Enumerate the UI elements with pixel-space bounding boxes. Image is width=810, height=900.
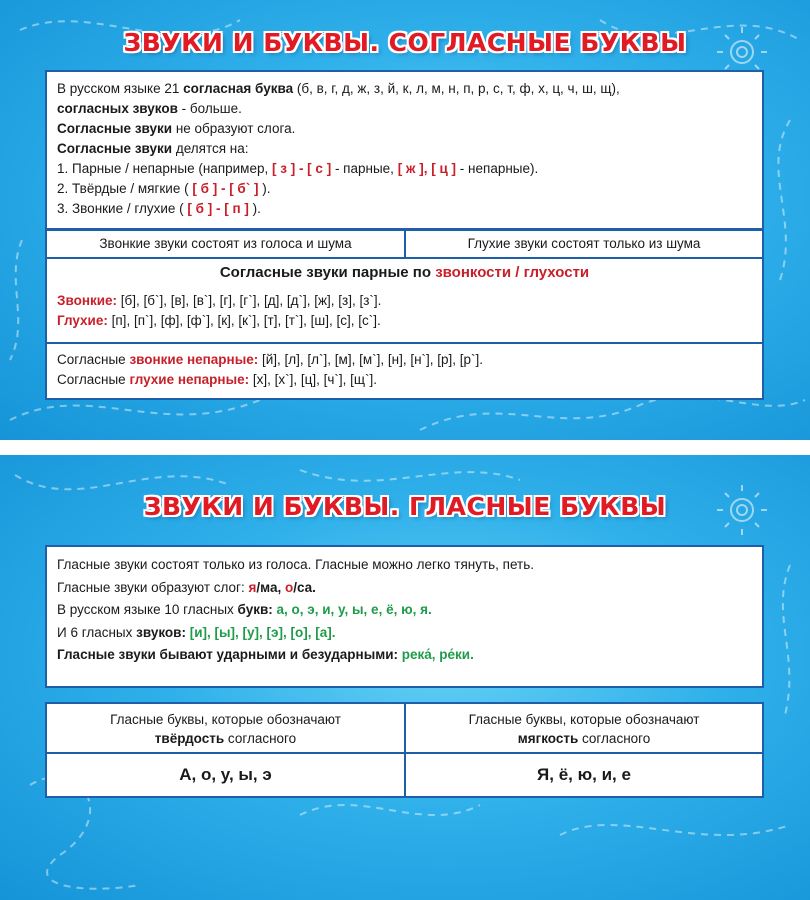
voiceless-note: Глухие звуки состоят только из шума: [404, 229, 764, 259]
consonants-title: ЗВУКИ И БУКВЫ. СОГЛАСНЫЕ БУКВЫ: [123, 28, 687, 57]
intro-line-2: согласных звуков - больше.: [57, 101, 242, 116]
intro-line-6: 2. Твёрдые / мягкие ( [ б ] - [ б` ] ).: [57, 181, 271, 196]
hardness-header: Гласные буквы, которые обозначают твёрдость согласного: [45, 702, 406, 754]
paired-heading: Согласные звуки парные по звонкости / глухости: [219, 264, 590, 281]
unpaired-voiceless-line: Согласные глухие непарные: [х], [х`], [ц], [ч`], [щ`].: [57, 372, 377, 387]
hard-vowel-letters: А, о, у, ы, э: [45, 752, 406, 798]
soft-vowel-letters: Я, ё, ю, и, е: [404, 752, 764, 798]
vowel-line-1: Гласные звуки состоят только из голоса. Гласные можно легко тянуть, петь.: [57, 557, 535, 572]
vowel-line-2: Гласные звуки образуют слог: я/ма, о/са.: [57, 579, 316, 595]
voiced-list: Звонкие: [б], [б`], [в], [в`], [г], [г`], [д], [д`], [ж], [з], [з`].: [57, 293, 382, 308]
intro-line-4: Согласные звуки делятся на:: [57, 141, 249, 156]
vowels-title: ЗВУКИ И БУКВЫ. ГЛАСНЫЕ БУКВЫ: [143, 492, 667, 521]
vowel-line-3: В русском языке 10 гласных букв: а, о, э, и, у, ы, е, ё, ю, я.: [57, 602, 432, 617]
consonants-card: [0, 0, 810, 440]
vowel-line-5: Гласные звуки бывают ударными и безударными: река́, ре́ки.: [57, 647, 474, 662]
intro-line-1: В русском языке 21 согласная буква (б, в, г, д, ж, з, й, к, л, м, н, п, р, с, т, ф, х, ц, ч, ш, щ),: [57, 81, 620, 96]
consonants-intro-panel: [45, 70, 764, 230]
vowels-intro-panel: [45, 545, 764, 688]
intro-line-3: Согласные звуки не образуют слога.: [57, 121, 296, 136]
paired-consonants-panel: [45, 257, 764, 344]
vowel-line-4: И 6 гласных звуков: [и], [ы], [у], [э], [о], [а].: [57, 624, 336, 640]
unpaired-consonants-panel: [45, 342, 764, 400]
intro-line-7: 3. Звонкие / глухие ( [ б ] - [ п ] ).: [57, 201, 261, 216]
voiceless-list: Глухие: [п], [п`], [ф], [ф`], [к], [к`], [т], [т`], [ш], [с], [с`].: [57, 313, 381, 328]
unpaired-voiced-line: Согласные звонкие непарные: [й], [л], [л`], [м], [м`], [н], [н`], [р], [р`].: [57, 352, 484, 367]
intro-line-5: 1. Парные / непарные (например, [ з ] - [ с ] - парные, [ ж ], [ ц ] - непарные).: [57, 161, 539, 176]
softness-header: Гласные буквы, которые обозначают мягкость согласного: [404, 702, 764, 754]
voiced-note: Звонкие звуки состоят из голоса и шума: [45, 229, 406, 259]
